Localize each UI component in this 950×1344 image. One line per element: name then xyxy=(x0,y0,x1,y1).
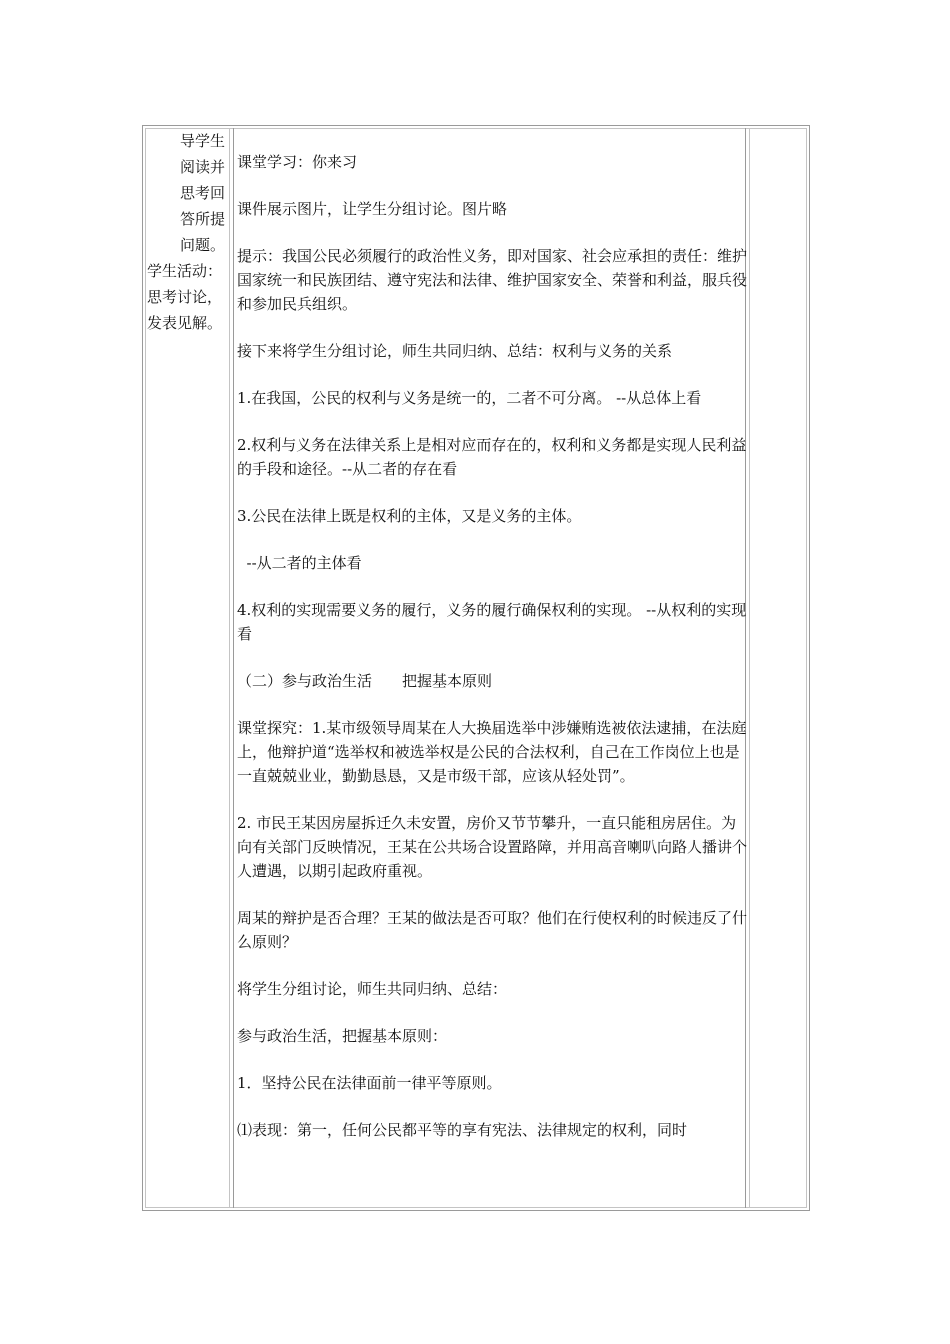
section-heading: 课堂学习：你来习 xyxy=(237,153,358,171)
content-paragraph: 2. 市民王某因房屋拆迁久未安置，房价又节节攀升，一直只能租房居住。为向有关部门反映情况，王某在公共场合设置路障，并用高音喇叭向路人播讲个人遭遇，以期引起政府重视。 xyxy=(237,814,748,880)
column-divider xyxy=(233,128,234,1208)
content-paragraph: 参与政治生活，把握基本原则： xyxy=(237,1027,448,1045)
column-divider xyxy=(229,128,230,1208)
list-item-note: --从二者的主体看 xyxy=(237,554,362,572)
list-item: 1．坚持公民在法律面前一律平等原则。 xyxy=(237,1074,502,1092)
content-paragraph: 周某的辩护是否合理？王某的做法是否可取？他们在行使权利的时候违反了什么原则？ xyxy=(237,909,748,951)
activity-line: 问题。 xyxy=(179,236,225,254)
list-item: 1.在我国，公民的权利与义务是统一的，二者不可分离。 --从总体上看 xyxy=(237,389,702,407)
student-activity-column xyxy=(147,128,227,336)
list-item: 4.权利的实现需要义务的履行，义务的履行确保权利的实现。 --从权利的实现看 xyxy=(237,601,747,643)
column-divider xyxy=(749,128,750,1208)
content-paragraph: 提示：我国公民必须履行的政治性义务，即对国家、社会应承担的责任：维护国家统一和民族团结、遵守宪法和法律、维护国家安全、荣誉和利益，服兵役和参加民兵组织。 xyxy=(237,247,748,313)
activity-line: 阅读并 xyxy=(179,158,225,176)
section-heading: （二）参与政治生活 把握基本原则 xyxy=(237,672,493,690)
list-item: 3.公民在法律上既是权利的主体，又是义务的主体。 xyxy=(237,507,582,525)
activity-line: 学生活动： xyxy=(147,262,223,280)
content-paragraph: 课件展示图片，让学生分组讨论。图片略 xyxy=(237,200,508,218)
list-item: 2.权利与义务在法律关系上是相对应而存在的，权利和义务都是实现人民利益的手段和途径。--从二者的存在看 xyxy=(237,436,747,478)
activity-line: 思考讨论， xyxy=(147,288,223,306)
activity-line: 答所提 xyxy=(179,210,225,228)
content-paragraph: 将学生分组讨论，师生共同归纳、总结： xyxy=(237,980,508,998)
activity-line: 思考回 xyxy=(179,184,225,202)
activity-line: 发表见解。 xyxy=(147,314,223,332)
list-item: ⑴表现：第一，任何公民都平等的享有宪法、法律规定的权利，同时 xyxy=(237,1121,688,1139)
content-paragraph: 接下来将学生分组讨论，师生共同归纳、总结：权利与义务的关系 xyxy=(237,342,673,360)
lesson-content-column xyxy=(237,150,749,1142)
activity-line: 导学生 xyxy=(179,132,225,150)
content-paragraph: 课堂探究：1.某市级领导周某在人大换届选举中涉嫌贿选被依法逮捕，在法庭上，他辩护道“选举权和被选举权是公民的合法权利，自己在工作岗位上也是一直兢兢业业，勤勤恳恳，又是市级干部，应该从轻处罚”。 xyxy=(237,719,747,785)
